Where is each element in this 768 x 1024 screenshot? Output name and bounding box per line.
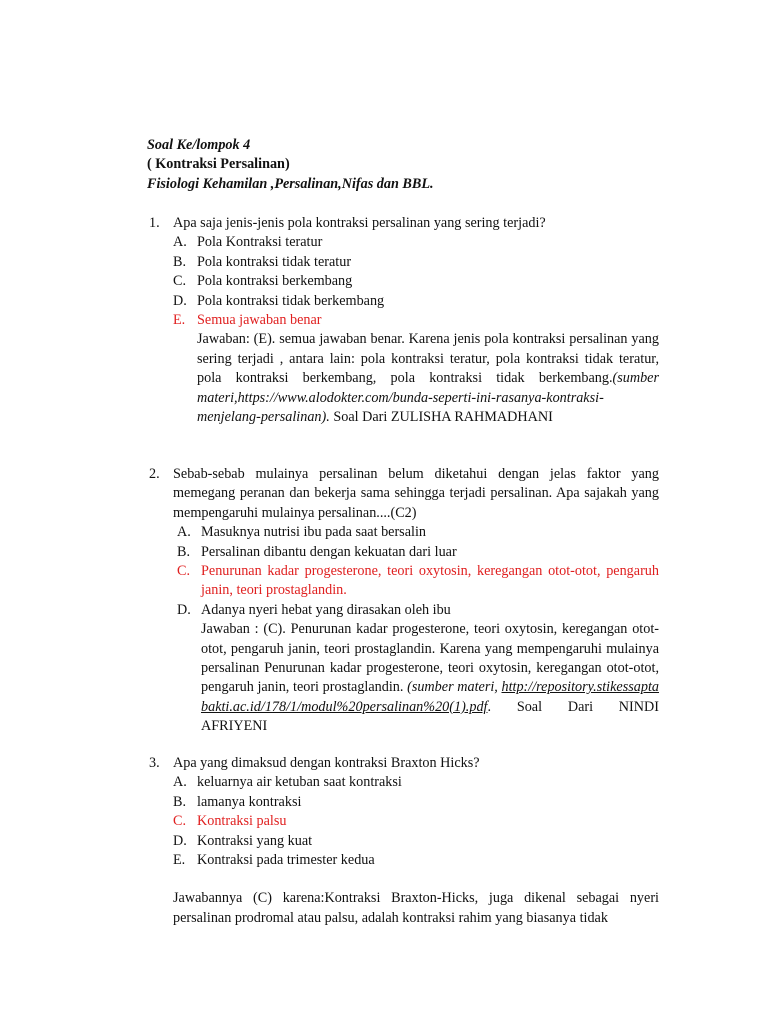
question-number: 2. bbox=[149, 466, 160, 482]
option-d: D. Kontraksi yang kuat bbox=[173, 832, 313, 849]
answer-explanation: Jawaban : (C). Penurunan kadar progesterone, teori oxytosin, keregangan otot-otot, pengaruh janin, teori prostaglandin. Karena yang mempengaruhi mulainya persalinan Penurunan kadar progesterone, teori oxytosin, keregangan otot-otot, pengaruh janin, teori prostaglandin. (sumber materi, http://repository.stikessaptabakti.ac.id/178/1/modul%20persalinan%20(1).pdf. Soal Dari NINDI AFRIYENI bbox=[201, 621, 659, 735]
option-c-correct: C. Penurunan kadar progesterone, teori oxytosin, keregangan otot-otot, pengaruh janin, teori prostaglandin. bbox=[177, 563, 659, 599]
answer-explanation: Jawabannya (C) karena:Kontraksi Braxton-Hicks, juga dikenal sebagai nyeri persalinan prodromal atau palsu, adalah kontraksi rahim yang biasanya tidak bbox=[173, 890, 659, 926]
answer-credit: Soal Dari ZULISHA RAHMADHANI bbox=[329, 409, 553, 426]
topic-title: ( Kontraksi Persalinan) bbox=[147, 156, 290, 173]
option-a: A. Pola Kontraksi teratur bbox=[173, 234, 323, 251]
option-b: B. Pola kontraksi tidak teratur bbox=[173, 253, 352, 270]
answer-source: (sumber materi,https://www.alodokter.com/bunda-seperti-ini-rasanya-kontraksi-menjelang-persalinan). bbox=[197, 370, 659, 426]
question-number: 3. bbox=[149, 755, 160, 771]
option-d: D. Pola kontraksi tidak berkembang bbox=[173, 292, 385, 309]
group-title: Soal Ke/lompok 4 bbox=[147, 137, 251, 153]
option-a: A. keluarnya air ketuban saat kontraksi bbox=[173, 774, 402, 791]
question-text: Sebab-sebab mulainya persalinan belum diketahui dengan jelas faktor yang memegang peranan dan bekerja sama sehingga terjadi persalinan. Apa sajakah yang mempengaruhi mulainya persalinan....(C2) bbox=[173, 466, 659, 521]
source-link[interactable]: http://repository.stikessaptabakti.ac.id/178/1/modul%20persalinan%20(1).pdf bbox=[201, 679, 659, 715]
document-header bbox=[147, 136, 667, 194]
answer-explanation: Jawaban: (E). semua jawaban benar. Karena jenis pola kontraksi persalinan yang sering terjadi , antara lain: pola kontraksi teratur, pola kontraksi tidak teratur, pola kontraksi berkembang, pola kontraksi tidak berkembang.(sumber materi,https://www.alodokter.com/bunda-seperti-ini-rasanya-kontraksi-menjelang-persalinan). Soal Dari ZULISHA RAHMADHANI bbox=[197, 331, 659, 426]
option-e: E. Kontraksi pada trimester kedua bbox=[173, 852, 375, 869]
option-c: C. Pola kontraksi berkembang bbox=[173, 273, 353, 290]
option-d: D. Adanya nyeri hebat yang dirasakan oleh ibu bbox=[177, 601, 451, 618]
question-3 bbox=[149, 754, 659, 928]
option-e-correct: E. Semua jawaban benar bbox=[173, 312, 322, 329]
option-b: B. lamanya kontraksi bbox=[173, 793, 302, 810]
question-text: Apa yang dimaksud dengan kontraksi Braxton Hicks? bbox=[173, 755, 480, 771]
question-number: 1. bbox=[149, 215, 160, 231]
question-text: Apa saja jenis-jenis pola kontraksi persalinan yang sering terjadi? bbox=[173, 215, 546, 231]
option-b: B. Persalinan dibantu dengan kekuatan dari luar bbox=[177, 543, 457, 560]
question-1 bbox=[149, 214, 659, 427]
answer-credit: Soal Dari NINDI AFRIYENI bbox=[201, 698, 659, 735]
option-c-correct: C. Kontraksi palsu bbox=[173, 813, 287, 830]
answer-source: (sumber materi, bbox=[407, 679, 502, 696]
question-2 bbox=[149, 465, 659, 737]
course-title: Fisiologi Kehamilan ,Persalinan,Nifas dan BBL. bbox=[147, 175, 434, 192]
option-a: A. Masuknya nutrisi ibu pada saat bersalin bbox=[177, 524, 426, 541]
